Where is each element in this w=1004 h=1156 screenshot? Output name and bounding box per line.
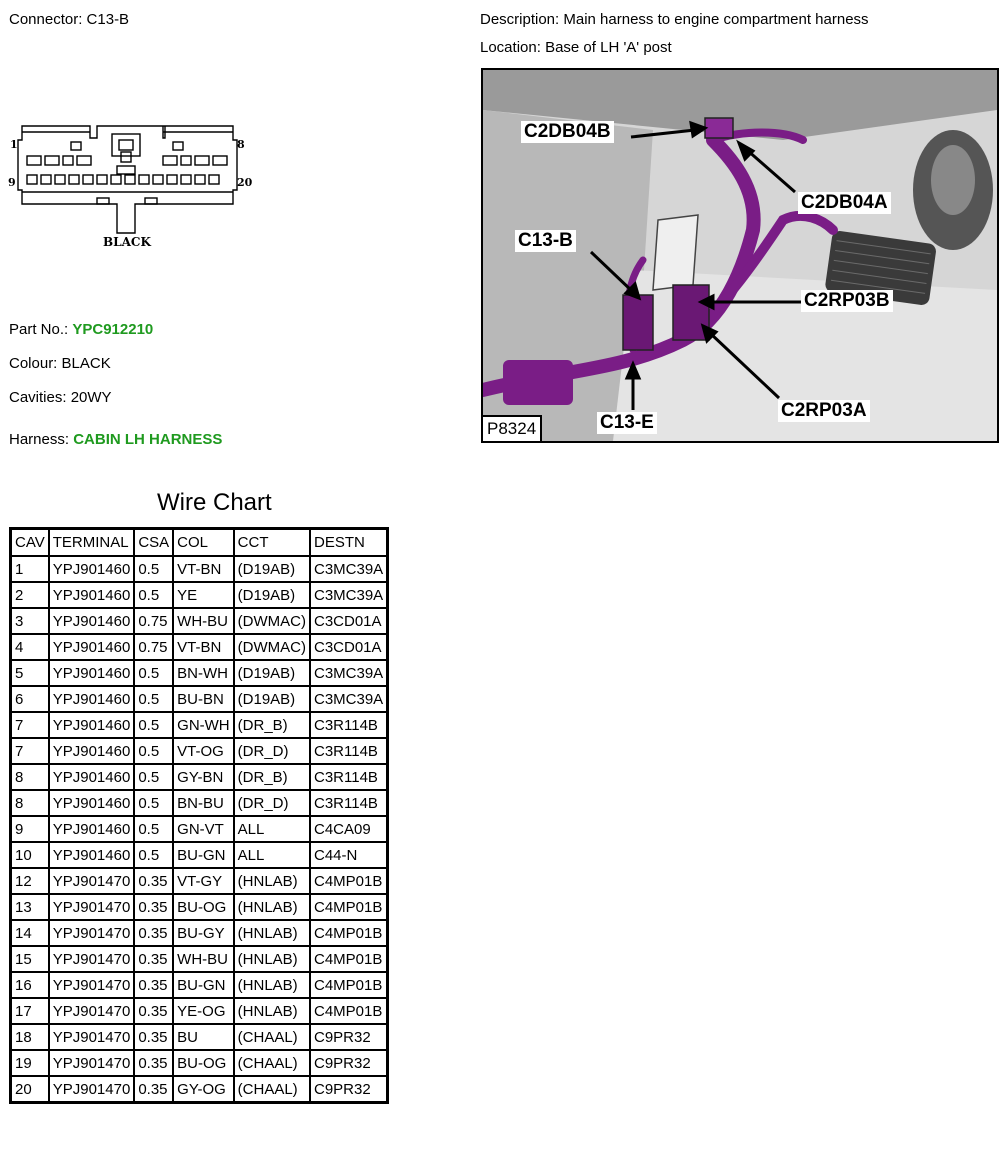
cell-cct: (HNLAB): [234, 894, 310, 920]
cell-terminal: YPJ901460: [49, 686, 135, 712]
cell-cav: 6: [11, 686, 49, 712]
cell-col: BU-GY: [173, 920, 234, 946]
cell-col: VT-BN: [173, 556, 234, 582]
cell-col: VT-GY: [173, 868, 234, 894]
cell-terminal: YPJ901470: [49, 868, 135, 894]
description-line: [480, 11, 869, 28]
colour-line: [9, 355, 111, 372]
table-row: [11, 1076, 388, 1103]
cell-col: YE: [173, 582, 234, 608]
cell-destn: C3CD01A: [310, 608, 388, 634]
table-row: [11, 946, 388, 972]
cell-destn: C3CD01A: [310, 634, 388, 660]
cell-csa: 0.5: [134, 842, 173, 868]
cell-destn: C44-N: [310, 842, 388, 868]
part-number-label: Part No.:: [9, 321, 69, 338]
cell-destn: C4MP01B: [310, 920, 388, 946]
table-row: [11, 764, 388, 790]
cell-col: BU-OG: [173, 894, 234, 920]
cell-cav: 8: [11, 764, 49, 790]
part-number-value: YPC912210: [72, 321, 154, 338]
connector-face-diagram: [5, 118, 255, 253]
table-row: [11, 608, 388, 634]
cell-csa: 0.5: [134, 686, 173, 712]
table-row: [11, 842, 388, 868]
pin-label-top-right: 8: [237, 138, 245, 151]
cell-terminal: YPJ901470: [49, 920, 135, 946]
pin-label-bottom-left: 9: [8, 176, 16, 189]
header-destn: DESTN: [310, 529, 388, 557]
cell-cct: (HNLAB): [234, 998, 310, 1024]
cell-destn: C4MP01B: [310, 972, 388, 998]
cell-csa: 0.75: [134, 634, 173, 660]
cell-cct: (DR_B): [234, 764, 310, 790]
cell-destn: C4MP01B: [310, 894, 388, 920]
cell-terminal: YPJ901460: [49, 712, 135, 738]
cell-cav: 15: [11, 946, 49, 972]
cell-csa: 0.5: [134, 660, 173, 686]
cell-cct: (DWMAC): [234, 634, 310, 660]
cell-cct: (DR_D): [234, 738, 310, 764]
table-row: [11, 894, 388, 920]
table-row: [11, 816, 388, 842]
cell-cav: 17: [11, 998, 49, 1024]
cell-cct: (HNLAB): [234, 920, 310, 946]
cell-csa: 0.35: [134, 998, 173, 1024]
table-row: [11, 712, 388, 738]
cell-cct: (DR_D): [234, 790, 310, 816]
photo-reference: P8324: [483, 415, 542, 441]
cell-cav: 10: [11, 842, 49, 868]
cell-terminal: YPJ901460: [49, 608, 135, 634]
cell-terminal: YPJ901460: [49, 634, 135, 660]
part-number-line: [9, 321, 153, 338]
header-cav: CAV: [11, 529, 49, 557]
cell-cct: (D19AB): [234, 660, 310, 686]
cell-terminal: YPJ901460: [49, 816, 135, 842]
callout-c13-e: C13-E: [597, 412, 657, 434]
cell-col: VT-OG: [173, 738, 234, 764]
table-row: [11, 998, 388, 1024]
callout-c2db04a: C2DB04A: [798, 192, 891, 214]
cell-cav: 5: [11, 660, 49, 686]
cell-col: WH-BU: [173, 608, 234, 634]
cell-destn: C3R114B: [310, 764, 388, 790]
cell-terminal: YPJ901470: [49, 946, 135, 972]
cell-cav: 12: [11, 868, 49, 894]
cell-cct: (HNLAB): [234, 868, 310, 894]
cell-cct: ALL: [234, 842, 310, 868]
cell-destn: C3MC39A: [310, 660, 388, 686]
cell-terminal: YPJ901460: [49, 738, 135, 764]
cell-csa: 0.35: [134, 1050, 173, 1076]
cell-terminal: YPJ901460: [49, 842, 135, 868]
cell-cct: (DR_B): [234, 712, 310, 738]
cell-cav: 20: [11, 1076, 49, 1103]
pin-label-top-left: 1: [10, 138, 18, 151]
table-row: [11, 686, 388, 712]
cell-col: GN-VT: [173, 816, 234, 842]
cell-csa: 0.5: [134, 816, 173, 842]
cell-cav: 14: [11, 920, 49, 946]
header-csa: CSA: [134, 529, 173, 557]
cell-terminal: YPJ901460: [49, 790, 135, 816]
wire-chart-table: [9, 527, 389, 1104]
cell-col: YE-OG: [173, 998, 234, 1024]
cavities-line: [9, 389, 112, 406]
cell-cav: 1: [11, 556, 49, 582]
cell-col: GN-WH: [173, 712, 234, 738]
description-label: Description:: [480, 11, 560, 28]
cell-terminal: YPJ901460: [49, 582, 135, 608]
colour-label: Colour:: [9, 355, 58, 372]
cell-csa: 0.35: [134, 1076, 173, 1103]
wire-chart-header-row: [11, 529, 388, 557]
location-line: [480, 39, 672, 56]
harness-line: [9, 431, 222, 448]
cell-destn: C3R114B: [310, 738, 388, 764]
cell-cav: 7: [11, 712, 49, 738]
cavities-value: 20WY: [70, 389, 112, 406]
header-col: COL: [173, 529, 234, 557]
cell-col: BN-WH: [173, 660, 234, 686]
cell-destn: C3MC39A: [310, 556, 388, 582]
cell-destn: C9PR32: [310, 1050, 388, 1076]
cell-col: BU-OG: [173, 1050, 234, 1076]
connector-label: Connector:: [9, 11, 83, 28]
cell-destn: C3R114B: [310, 712, 388, 738]
header-terminal: TERMINAL: [49, 529, 135, 557]
cell-cav: 4: [11, 634, 49, 660]
cell-col: GY-BN: [173, 764, 234, 790]
cell-col: BU-GN: [173, 972, 234, 998]
cell-destn: C3R114B: [310, 790, 388, 816]
cell-cav: 7: [11, 738, 49, 764]
cell-csa: 0.5: [134, 582, 173, 608]
colour-value: BLACK: [61, 355, 111, 372]
table-row: [11, 556, 388, 582]
cell-terminal: YPJ901460: [49, 764, 135, 790]
cell-csa: 0.5: [134, 712, 173, 738]
table-row: [11, 634, 388, 660]
connector-value: C13-B: [86, 11, 130, 28]
cell-csa: 0.5: [134, 764, 173, 790]
cell-col: BU: [173, 1024, 234, 1050]
cell-col: BN-BU: [173, 790, 234, 816]
cell-cav: 2: [11, 582, 49, 608]
harness-value: CABIN LH HARNESS: [73, 431, 223, 448]
connector-line: [9, 11, 129, 28]
cell-csa: 0.35: [134, 920, 173, 946]
cell-terminal: YPJ901470: [49, 1024, 135, 1050]
cell-cct: (CHAAL): [234, 1024, 310, 1050]
cell-cct: (CHAAL): [234, 1050, 310, 1076]
cell-cav: 18: [11, 1024, 49, 1050]
cell-cav: 13: [11, 894, 49, 920]
cell-csa: 0.5: [134, 738, 173, 764]
table-row: [11, 1050, 388, 1076]
cell-csa: 0.35: [134, 946, 173, 972]
cell-destn: C4MP01B: [310, 868, 388, 894]
cell-cct: (CHAAL): [234, 1076, 310, 1103]
cell-csa: 0.35: [134, 1024, 173, 1050]
callout-c13-b: C13-B: [515, 230, 576, 252]
table-row: [11, 790, 388, 816]
cell-terminal: YPJ901470: [49, 1076, 135, 1103]
table-row: [11, 738, 388, 764]
cell-destn: C4MP01B: [310, 946, 388, 972]
cell-cav: 19: [11, 1050, 49, 1076]
harness-label: Harness:: [9, 431, 70, 448]
cell-cct: (HNLAB): [234, 946, 310, 972]
table-row: [11, 582, 388, 608]
table-row: [11, 920, 388, 946]
cell-col: BU-GN: [173, 842, 234, 868]
cell-cct: (HNLAB): [234, 972, 310, 998]
cell-cct: (D19AB): [234, 582, 310, 608]
cell-destn: C9PR32: [310, 1076, 388, 1103]
cell-destn: C4MP01B: [310, 998, 388, 1024]
cell-destn: C3MC39A: [310, 582, 388, 608]
cell-destn: C3MC39A: [310, 686, 388, 712]
callout-c2rp03b: C2RP03B: [801, 290, 893, 312]
cell-terminal: YPJ901470: [49, 894, 135, 920]
location-photo: [481, 68, 999, 443]
cell-csa: 0.35: [134, 972, 173, 998]
cell-csa: 0.75: [134, 608, 173, 634]
cell-cav: 16: [11, 972, 49, 998]
cell-cct: (D19AB): [234, 686, 310, 712]
cell-col: BU-BN: [173, 686, 234, 712]
cell-cav: 3: [11, 608, 49, 634]
cell-destn: C4CA09: [310, 816, 388, 842]
cell-cct: (D19AB): [234, 556, 310, 582]
description-value: Main harness to engine compartment harness: [563, 11, 869, 28]
cell-terminal: YPJ901460: [49, 556, 135, 582]
callout-c2db04b: C2DB04B: [521, 121, 614, 143]
cell-col: VT-BN: [173, 634, 234, 660]
cell-csa: 0.35: [134, 868, 173, 894]
location-label: Location:: [480, 39, 541, 56]
cell-col: WH-BU: [173, 946, 234, 972]
cell-csa: 0.5: [134, 556, 173, 582]
table-row: [11, 660, 388, 686]
cell-destn: C9PR32: [310, 1024, 388, 1050]
cell-cct: (DWMAC): [234, 608, 310, 634]
cell-terminal: YPJ901470: [49, 1050, 135, 1076]
cell-terminal: YPJ901470: [49, 972, 135, 998]
table-row: [11, 972, 388, 998]
cell-csa: 0.5: [134, 790, 173, 816]
pin-label-bottom-right: 20: [237, 176, 253, 189]
cell-cav: 8: [11, 790, 49, 816]
location-value: Base of LH 'A' post: [545, 39, 672, 56]
table-row: [11, 1024, 388, 1050]
cell-cav: 9: [11, 816, 49, 842]
callout-c2rp03a: C2RP03A: [778, 400, 870, 422]
wire-chart-title: Wire Chart: [157, 489, 272, 516]
cell-col: GY-OG: [173, 1076, 234, 1103]
cavities-label: Cavities:: [9, 389, 67, 406]
table-row: [11, 868, 388, 894]
wire-chart-body: [11, 556, 388, 1103]
cell-terminal: YPJ901470: [49, 998, 135, 1024]
header-cct: CCT: [234, 529, 310, 557]
cell-terminal: YPJ901460: [49, 660, 135, 686]
diagram-color-label: BLACK: [103, 235, 151, 249]
cell-csa: 0.35: [134, 894, 173, 920]
cell-cct: ALL: [234, 816, 310, 842]
